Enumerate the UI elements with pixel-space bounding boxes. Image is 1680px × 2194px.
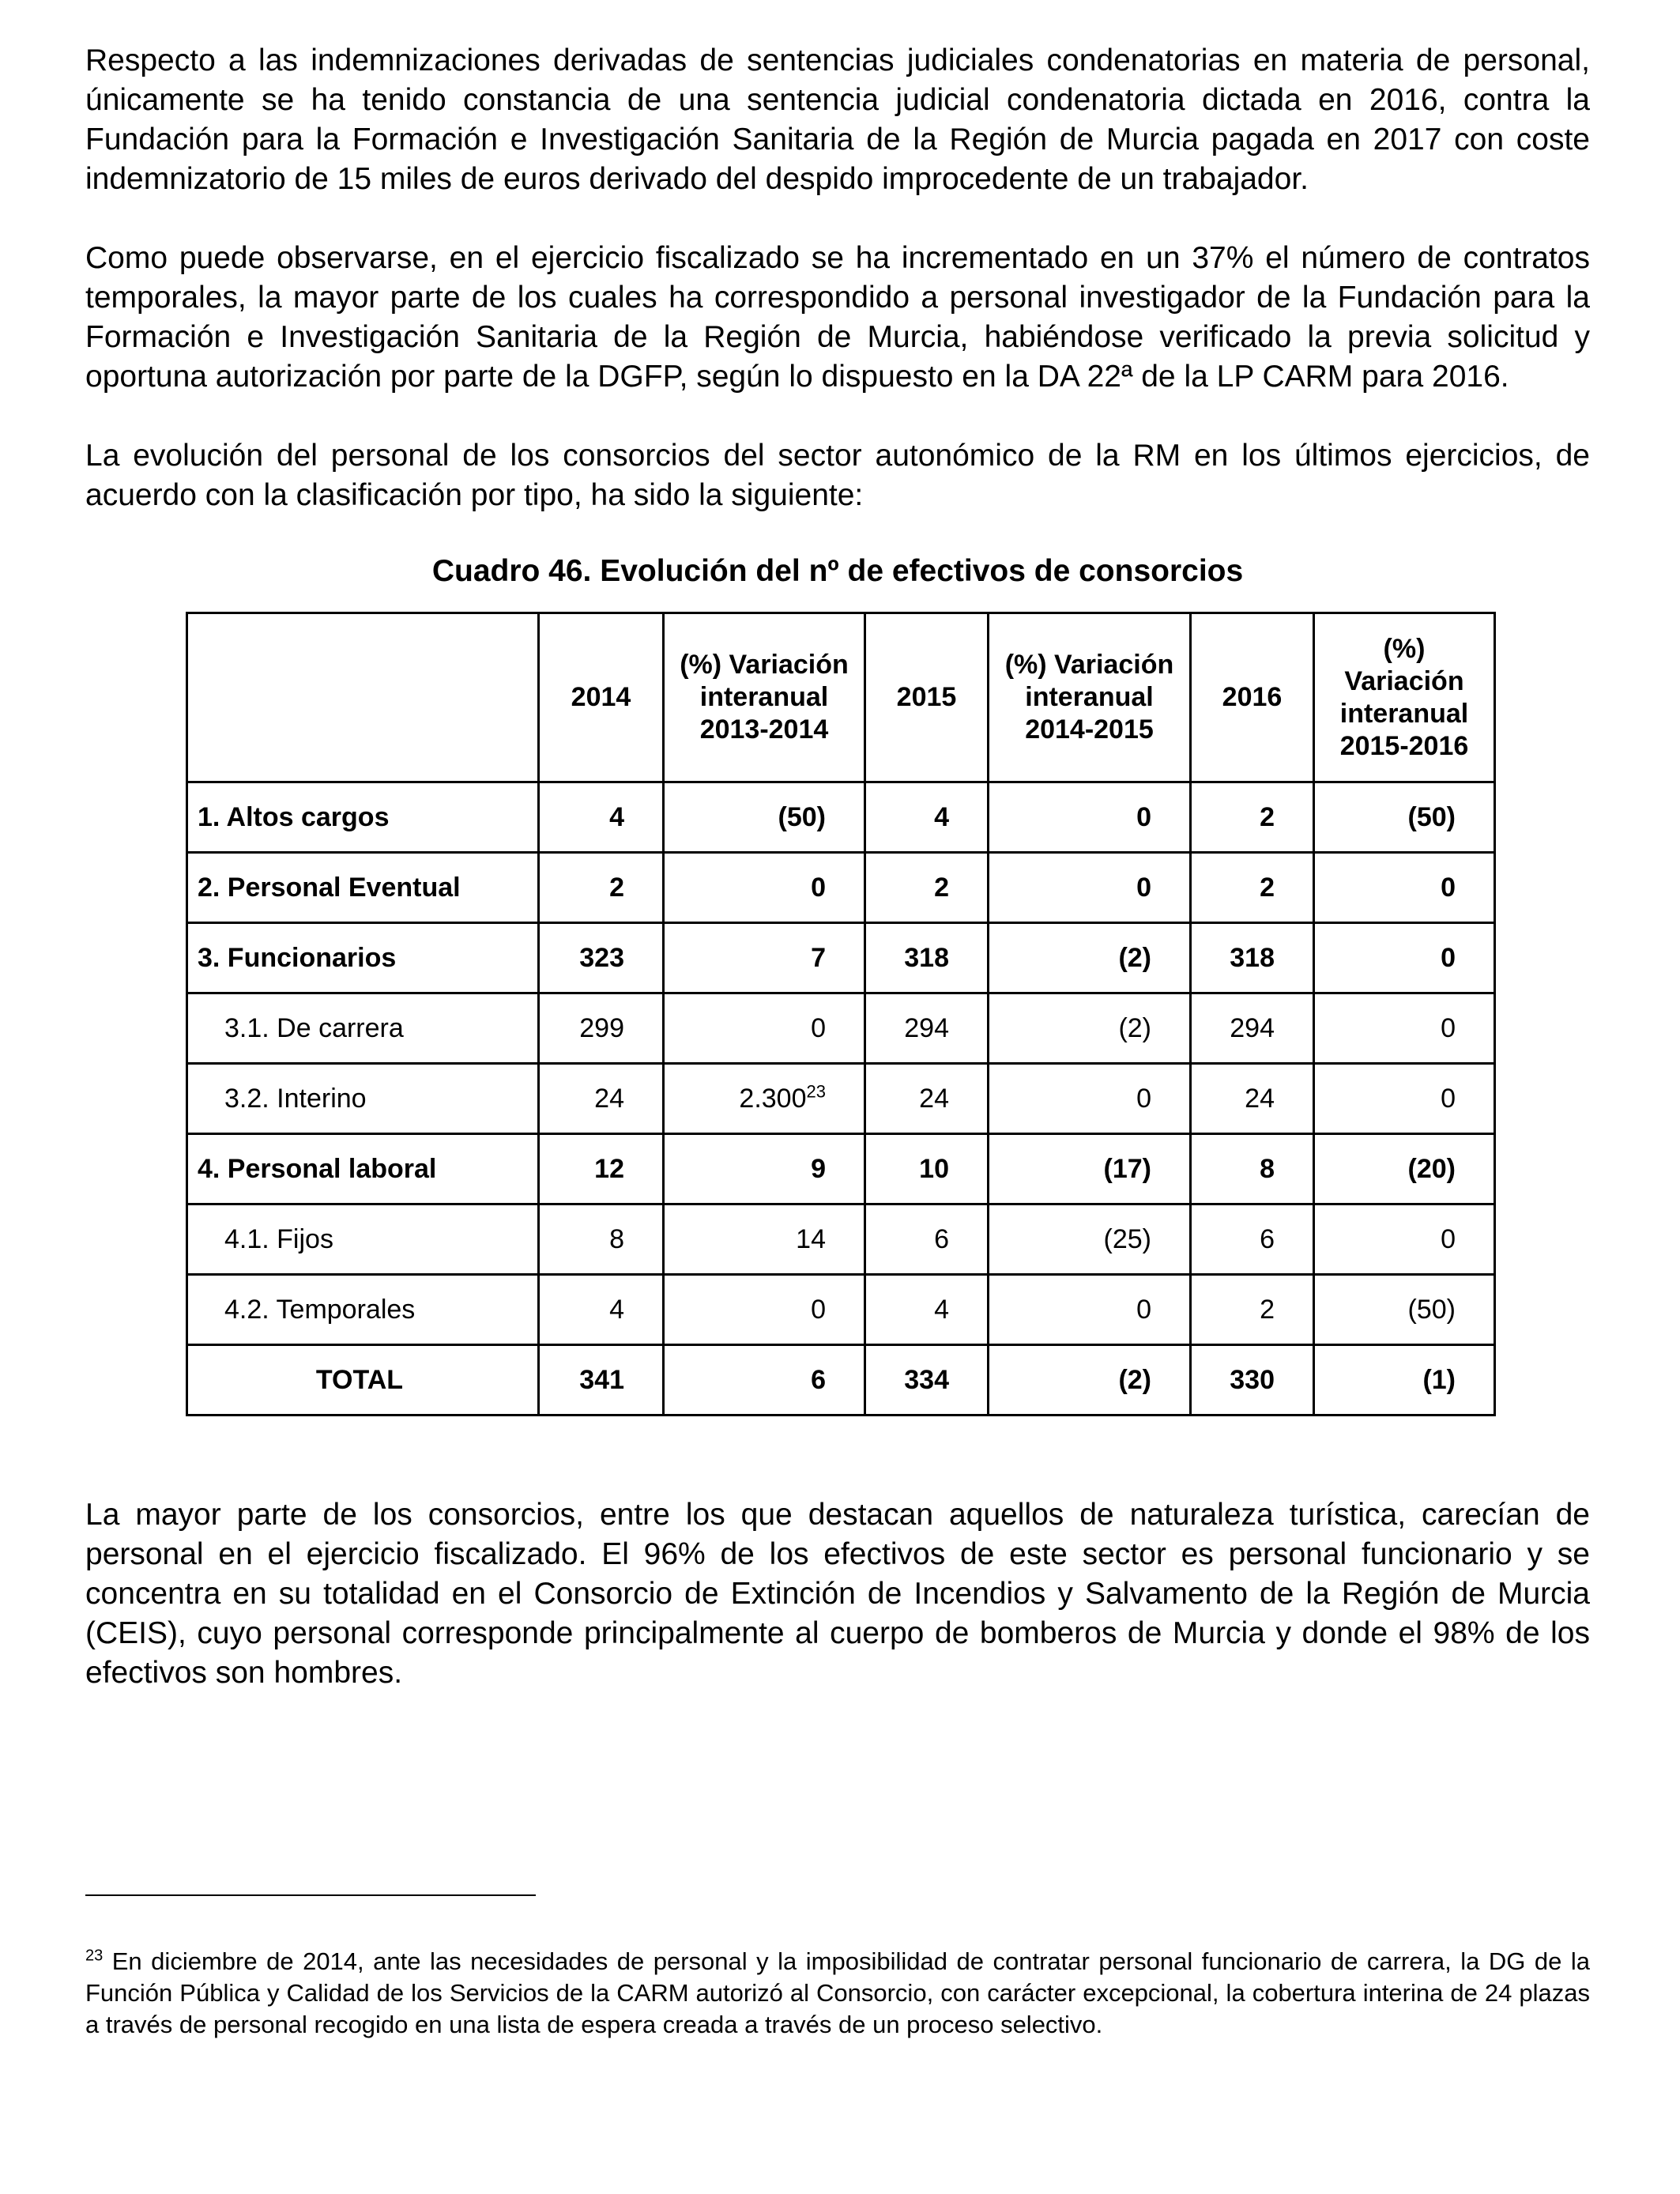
header-cell-var-2015-2016: (%) Variación interanual 2015-2016 xyxy=(1314,613,1495,782)
table-row xyxy=(187,923,1495,993)
cell-var-2014-2015: (2) xyxy=(989,993,1191,1064)
paragraph-consorcios-personal: La mayor parte de los consorcios, entre los que destacan aquellos de naturaleza turística, carecían de personal en el ejercicio fiscalizado. El 96% de los efectivos de este sector es personal funcionario y se concentra en su totalidad en el Consorcio de Extinción de Incendios y Salvamento de la Región de Murcia (CEIS), cuyo personal corresponde principalmente al cuerpo de bomberos de Murcia y donde el 98% de los efectivos son hombres. xyxy=(85,1498,1590,1690)
table-row xyxy=(187,853,1495,923)
row-label: 4.1. Fijos xyxy=(187,1204,539,1275)
cell-2015: 4 xyxy=(865,782,989,853)
cell-2014: 8 xyxy=(539,1204,664,1275)
table-header-row xyxy=(187,613,1495,782)
cell-var-2015-2016: 0 xyxy=(1314,1064,1495,1134)
table-container xyxy=(186,612,1494,1416)
paragraph-indemnizaciones: Respecto a las indemnizaciones derivadas de sentencias judiciales condenatorias en materia de personal, únicamente se ha tenido constancia de una sentencia judicial condenatoria dictada en 2016, contra la Fundación para la Formación e Investigación Sanitaria de la Región de Murcia pagada en 2017 con coste indemnizatorio de 15 miles de euros derivado del despido improcedente de un trabajador. xyxy=(85,43,1590,196)
efectivos-table xyxy=(186,612,1496,1416)
cell-2014: 323 xyxy=(539,923,664,993)
row-label: 2. Personal Eventual xyxy=(187,853,539,923)
cell-2014: 2 xyxy=(539,853,664,923)
table-row xyxy=(187,993,1495,1064)
cell-var-2013-2014: 0 xyxy=(664,853,865,923)
cell-var-2014-2015: (25) xyxy=(989,1204,1191,1275)
document-body xyxy=(85,41,1590,1693)
cell-2016: 8 xyxy=(1191,1134,1314,1204)
cell-var-2013-2014: 7 xyxy=(664,923,865,993)
cell-2015: 4 xyxy=(865,1275,989,1345)
cell-2014: 12 xyxy=(539,1134,664,1204)
cell-var-2015-2016: (20) xyxy=(1314,1134,1495,1204)
cell-2014: 299 xyxy=(539,993,664,1064)
cell-var-2013-2014: 0 xyxy=(664,1275,865,1345)
cell-2014: 341 xyxy=(539,1345,664,1416)
footnote-text: En diciembre de 2014, ante las necesidades de personal y la imposibilidad de contratar personal funcionario de carrera, la DG de la Función Pública y Calidad de los Servicios de la CARM autorizó al Consorcio, con carácter excepcional, la cobertura interina de 24 plazas a través de personal recogido en una lista de espera creada a través de un proceso selectivo. xyxy=(85,1947,1590,2038)
cell-2014: 4 xyxy=(539,782,664,853)
row-label-total: TOTAL xyxy=(187,1345,539,1416)
cell-2016: 294 xyxy=(1191,993,1314,1064)
cell-var-2014-2015: (17) xyxy=(989,1134,1191,1204)
cell-var-2014-2015: 0 xyxy=(989,1275,1191,1345)
footnote xyxy=(85,1946,1590,2041)
table-caption: Cuadro 46. Evolución del nº de efectivos de consorcios xyxy=(431,554,1244,588)
cell-var-2014-2015: 0 xyxy=(989,782,1191,853)
cell-2015: 24 xyxy=(865,1064,989,1134)
cell-2016: 2 xyxy=(1191,782,1314,853)
footnote-separator xyxy=(85,1894,536,1896)
cell-var-2014-2015: 0 xyxy=(989,853,1191,923)
cell-2015: 2 xyxy=(865,853,989,923)
cell-var-2014-2015: (2) xyxy=(989,923,1191,993)
header-cell-var-2013-2014: (%) Variación interanual 2013-2014 xyxy=(664,613,865,782)
row-label: 4. Personal laboral xyxy=(187,1134,539,1204)
cell-var-2015-2016: 0 xyxy=(1314,1204,1495,1275)
cell-2015: 294 xyxy=(865,993,989,1064)
row-label: 3. Funcionarios xyxy=(187,923,539,993)
cell-2016: 318 xyxy=(1191,923,1314,993)
table-row-total xyxy=(187,1345,1495,1416)
row-label: 3.1. De carrera xyxy=(187,993,539,1064)
cell-var-2013-2014: 9 xyxy=(664,1134,865,1204)
cell-var-2015-2016: (50) xyxy=(1314,1275,1495,1345)
cell-var-2013-2014 xyxy=(664,1064,865,1134)
footnote-ref: 23 xyxy=(806,1081,826,1102)
cell-var-2015-2016: 0 xyxy=(1314,923,1495,993)
row-label: 4.2. Temporales xyxy=(187,1275,539,1345)
paragraph-evolucion-intro: La evolución del personal de los consorcios del sector autonómico de la RM en los últimos ejercicios, de acuerdo con la clasificación por tipo, ha sido la siguiente: xyxy=(85,439,1590,512)
cell-2016: 2 xyxy=(1191,853,1314,923)
cell-var-2015-2016: 0 xyxy=(1314,993,1495,1064)
cell-var-2015-2016: 0 xyxy=(1314,853,1495,923)
row-label: 1. Altos cargos xyxy=(187,782,539,853)
header-cell-var-2014-2015: (%) Variación interanual 2014-2015 xyxy=(989,613,1191,782)
table-row xyxy=(187,1064,1495,1134)
cell-var-2013-2014: (50) xyxy=(664,782,865,853)
cell-2014: 4 xyxy=(539,1275,664,1345)
cell-2014: 24 xyxy=(539,1064,664,1134)
cell-2015: 10 xyxy=(865,1134,989,1204)
header-cell-2016: 2016 xyxy=(1191,613,1314,782)
cell-2015: 334 xyxy=(865,1345,989,1416)
footnote-number: 23 xyxy=(85,1947,104,1965)
cell-var-2014-2015: 0 xyxy=(989,1064,1191,1134)
table-row xyxy=(187,1134,1495,1204)
table-row xyxy=(187,782,1495,853)
cell-2016: 6 xyxy=(1191,1204,1314,1275)
cell-var-2013-2014: 14 xyxy=(664,1204,865,1275)
paragraph-contratos-temporales: Como puede observarse, en el ejercicio fiscalizado se ha incrementado en un 37% el número de contratos temporales, la mayor parte de los cuales ha correspondido a personal investigador de la Fundación para la Formación e Investigación Sanitaria de la Región de Murcia, habiéndose verificado la previa solicitud y oportuna autorización por parte de la DGFP, según lo dispuesto en la DA 22ª de la LP CARM para 2016. xyxy=(85,241,1590,394)
cell-var-2013-2014: 0 xyxy=(664,993,865,1064)
header-cell-empty xyxy=(187,613,539,782)
cell-2016: 24 xyxy=(1191,1064,1314,1134)
cell-2015: 6 xyxy=(865,1204,989,1275)
cell-value: 2.300 xyxy=(739,1083,807,1114)
table-row xyxy=(187,1204,1495,1275)
cell-var-2015-2016: (50) xyxy=(1314,782,1495,853)
cell-var-2014-2015: (2) xyxy=(989,1345,1191,1416)
header-cell-2015: 2015 xyxy=(865,613,989,782)
header-cell-2014: 2014 xyxy=(539,613,664,782)
row-label: 3.2. Interino xyxy=(187,1064,539,1134)
cell-2016: 330 xyxy=(1191,1345,1314,1416)
cell-2015: 318 xyxy=(865,923,989,993)
table-row xyxy=(187,1275,1495,1345)
cell-var-2013-2014: 6 xyxy=(664,1345,865,1416)
cell-2016: 2 xyxy=(1191,1275,1314,1345)
cell-var-2015-2016: (1) xyxy=(1314,1345,1495,1416)
